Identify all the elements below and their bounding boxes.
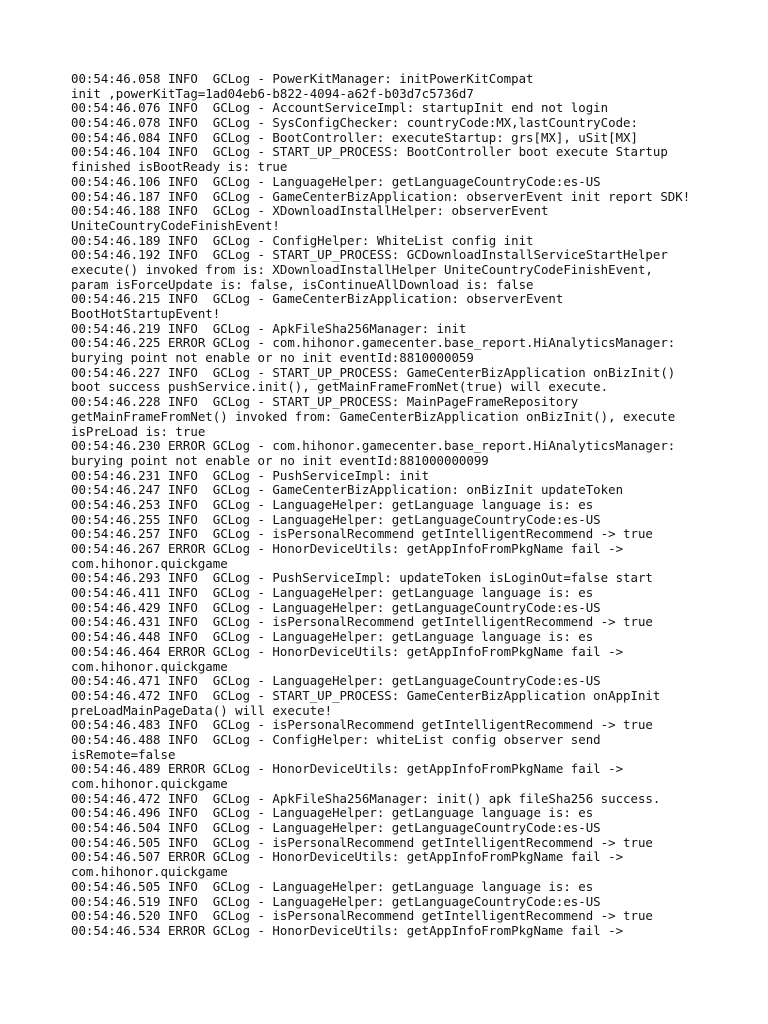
log-line: init ,powerKitTag=1ad04eb6-b822-4094-a62f-b03d7c5736d7 [71,85,474,101]
log-line: 00:54:46.187 INFO GCLog - GameCenterBizApplication: observerEvent init report SDK! [71,188,691,204]
log-line: 00:54:46.505 INFO GCLog - LanguageHelper: getLanguage language is: es [71,878,594,894]
log-line: 00:54:46.230 ERROR GCLog - com.hihonor.gamecenter.base_report.HiAnalyticsManager: [71,438,676,454]
log-line: BootHotStartupEvent! [71,306,221,321]
log-line: 00:54:46.471 INFO GCLog - LanguageHelper: getLanguageCountryCode:es-US [71,673,601,689]
log-line: 00:54:46.253 INFO GCLog - LanguageHelper: getLanguage language is: es [71,496,594,512]
log-line: 00:54:46.084 INFO GCLog - BootController: executeStartup: grs[MX], uSit[MX] [71,129,638,145]
log-line: com.hihonor.quickgame [71,555,228,571]
log-line: 00:54:46.293 INFO GCLog - PushServiceImpl: updateToken isLoginOut=false start [71,570,653,586]
log-line: 00:54:46.504 INFO GCLog - LanguageHelper: getLanguageCountryCode:es-US [71,820,601,836]
log-line: 00:54:46.483 INFO GCLog - isPersonalRecommend getIntelligentRecommend -> true [71,717,653,733]
log-line: 00:54:46.464 ERROR GCLog - HonorDeviceUtils: getAppInfoFromPkgName fail -> [71,643,624,659]
log-line: 00:54:46.078 INFO GCLog - SysConfigChecker: countryCode:MX,lastCountryCode: [71,115,638,131]
log-line: 00:54:46.106 INFO GCLog - LanguageHelper: getLanguageCountryCode:es-US [71,173,601,189]
log-line: 00:54:46.496 INFO GCLog - LanguageHelper: getLanguage language is: es [71,805,594,821]
log-line: 00:54:46.448 INFO GCLog - LanguageHelper: getLanguage language is: es [71,629,594,645]
log-line: 00:54:46.472 INFO GCLog - ApkFileSha256Manager: init() apk fileSha256 success. [71,790,661,806]
log-line: burying point not enable or no init eventId:881000000099 [71,452,489,468]
log-line: 00:54:46.505 INFO GCLog - isPersonalRecommend getIntelligentRecommend -> true [71,834,653,850]
log-line: 00:54:46.507 ERROR GCLog - HonorDeviceUtils: getAppInfoFromPkgName fail -> [71,849,624,865]
log-line: finished isBootReady is: true [71,159,288,175]
log-line: 00:54:46.534 ERROR GCLog - HonorDeviceUtils: getAppInfoFromPkgName fail -> [71,922,624,938]
log-line: 00:54:46.104 INFO GCLog - START_UP_PROCESS: BootController boot execute Startup [71,144,668,160]
log-line: 00:54:46.228 INFO GCLog - START_UP_PROCESS: MainPageFrameRepository [71,394,579,410]
log-line: preLoadMainPageData() will execute! [71,702,333,718]
log-line: 00:54:46.247 INFO GCLog - GameCenterBizApplication: onBizInit updateToken [71,482,624,498]
log-text-block [71,72,751,939]
log-line: 00:54:46.489 ERROR GCLog - HonorDeviceUtils: getAppInfoFromPkgName fail -> [71,761,624,777]
log-line: 00:54:46.192 INFO GCLog - START_UP_PROCESS: GCDownloadInstallServiceStartHelper [71,247,668,263]
log-line: 00:54:46.255 INFO GCLog - LanguageHelper: getLanguageCountryCode:es-US [71,511,601,527]
log-line: 00:54:46.231 INFO GCLog - PushServiceImpl: init [71,467,430,483]
log-line: 00:54:46.076 INFO GCLog - AccountServiceImpl: startupInit end not login [71,100,609,116]
log-line: 00:54:46.267 ERROR GCLog - HonorDeviceUtils: getAppInfoFromPkgName fail -> [71,541,624,556]
log-line: 00:54:46.227 INFO GCLog - START_UP_PROCESS: GameCenterBizApplication onBizInit() [71,364,676,380]
log-line: com.hihonor.quickgame [71,776,228,791]
log-line: 00:54:46.189 INFO GCLog - ConfigHelper: WhiteList config init [71,232,534,248]
log-line: 00:54:46.188 INFO GCLog - XDownloadInstallHelper: observerEvent [71,203,549,219]
log-line: param isForceUpdate is: false, isContinueAllDownload is: false [71,276,534,292]
log-line: 00:54:46.225 ERROR GCLog - com.hihonor.gamecenter.base_report.HiAnalyticsManager: [71,335,676,351]
log-line: 00:54:46.519 INFO GCLog - LanguageHelper: getLanguageCountryCode:es-US [71,893,601,909]
log-line: getMainFrameFromNet() invoked from: GameCenterBizApplication onBizInit(), execute [71,408,676,424]
log-line: 00:54:46.472 INFO GCLog - START_UP_PROCESS: GameCenterBizApplication onAppInit [71,687,661,703]
log-line: 00:54:46.488 INFO GCLog - ConfigHelper: whiteList config observer send [71,731,601,747]
log-line: 00:54:46.215 INFO GCLog - GameCenterBizApplication: observerEvent [71,291,564,307]
log-line: 00:54:46.257 INFO GCLog - isPersonalRecommend getIntelligentRecommend -> true [71,526,653,542]
log-line: boot success pushService.init(), getMainFrameFromNet(true) will execute. [71,379,609,395]
log-line: 00:54:46.429 INFO GCLog - LanguageHelper: getLanguageCountryCode:es-US [71,599,601,615]
log-line: 00:54:46.219 INFO GCLog - ApkFileSha256Manager: init [71,320,467,336]
log-line: com.hihonor.quickgame [71,864,228,880]
log-line: burying point not enable or no init eventId:8810000059 [71,350,474,366]
log-line: execute() invoked from is: XDownloadInstallHelper UniteCountryCodeFinishEvent, [71,261,653,277]
log-line: 00:54:46.520 INFO GCLog - isPersonalRecommend getIntelligentRecommend -> true [71,908,653,924]
log-line: com.hihonor.quickgame [71,658,228,674]
log-line: isRemote=false [71,746,176,762]
log-line: 00:54:46.411 INFO GCLog - LanguageHelper: getLanguage language is: es [71,585,594,601]
log-line: UniteCountryCodeFinishEvent! [71,217,280,233]
log-line: 00:54:46.058 INFO GCLog - PowerKitManager: initPowerKitCompat [71,71,534,86]
log-line: isPreLoad is: true [71,423,206,439]
log-line: 00:54:46.431 INFO GCLog - isPersonalRecommend getIntelligentRecommend -> true [71,614,653,630]
